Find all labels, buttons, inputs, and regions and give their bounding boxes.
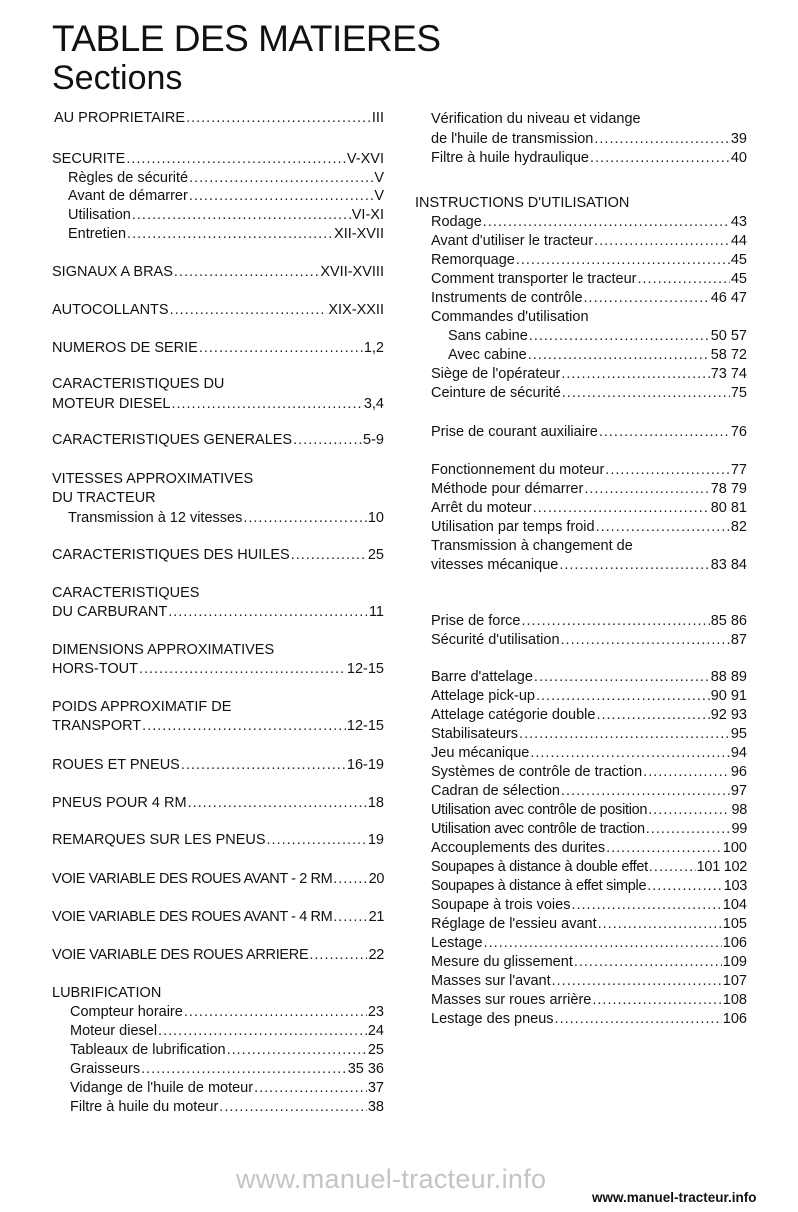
toc-entry-cadran[interactable]: Cadran de sélection ..... 97 (431, 782, 747, 800)
toc-heading-transmission: Transmission à changement de (431, 538, 633, 554)
toc-entry-glissement[interactable]: Mesure du glissement ..... 109 (431, 953, 747, 971)
toc-entry-soupapes-double[interactable]: Soupapes à distance à double effet ..... 101 102 (431, 858, 747, 876)
toc-entry-jeu[interactable]: Jeu mécanique ..... 94 (431, 744, 747, 762)
toc-entry-lestage-pneus[interactable]: Lestage des pneus ..... 106 (431, 1010, 747, 1028)
toc-entry-vidange[interactable]: Vidange de l'huile de moteur ..... 37 (70, 1079, 384, 1097)
toc-entry-transporter[interactable]: Comment transporter le tracteur ..... 45 (431, 270, 747, 288)
toc-entry-carac-generales[interactable]: CARACTERISTIQUES GENERALES ..... 5-9 (52, 431, 384, 449)
footer-url[interactable]: www.manuel-tracteur.info (592, 1190, 757, 1205)
toc-entry-stabilisateurs[interactable]: Stabilisateurs ..... 95 (431, 725, 747, 743)
toc-entry-filtre-moteur[interactable]: Filtre à huile du moteur ..... 38 (70, 1098, 384, 1116)
toc-entry-util-position[interactable]: Utilisation avec contrôle de position ..... 98 (431, 801, 747, 819)
toc-heading-carac-carburant: CARACTERISTIQUES (52, 585, 200, 601)
toc-entry-double[interactable]: Attelage catégorie double ..... 92 93 (431, 706, 747, 724)
toc-entry-barre[interactable]: Barre d'attelage ..... 88 89 (431, 668, 747, 686)
toc-heading-dimensions: DIMENSIONS APPROXIMATIVES (52, 642, 275, 658)
toc-heading-verification: Vérification du niveau et vidange (431, 111, 641, 127)
page-subtitle: Sections (52, 59, 183, 97)
toc-entry-soupape-trois[interactable]: Soupape à trois voies ..... 104 (431, 896, 747, 914)
toc-entry-masses-arriere[interactable]: Masses sur roues arrière ..... 108 (431, 991, 747, 1009)
toc-entry-utilisation[interactable]: Utilisation ..... VI-XI (68, 206, 384, 224)
toc-heading-vitesses-2: DU TRACTEUR (52, 490, 156, 506)
toc-entry-prise-force[interactable]: Prise de force ..... 85 86 (431, 612, 747, 630)
toc-entry-avec-cabine[interactable]: Avec cabine ..... 58 72 (448, 346, 747, 364)
toc-entry-poids[interactable]: TRANSPORT ..... 12-15 (52, 717, 384, 735)
toc-entry-tableaux[interactable]: Tableaux de lubrification ..... 25 (70, 1041, 384, 1059)
toc-entry-prise-auxiliaire[interactable]: Prise de courant auxiliaire ..... 76 (431, 423, 747, 441)
toc-entry-voie-arriere[interactable]: VOIE VARIABLE DES ROUES ARRIERE ..... 22 (52, 946, 384, 964)
toc-entry-carac-huiles[interactable]: CARACTERISTIQUES DES HUILES ..... 25 (52, 546, 384, 564)
toc-entry-avant-demarrer[interactable]: Avant de démarrer ..... V (68, 187, 384, 205)
toc-entry-lestage[interactable]: Lestage ..... 106 (431, 934, 747, 952)
toc-heading-lubrification: LUBRIFICATION (52, 985, 162, 1001)
toc-heading-vitesses-1: VITESSES APPROXIMATIVES (52, 471, 254, 487)
toc-entry-temps-froid[interactable]: Utilisation par temps froid ..... 82 (431, 518, 747, 536)
toc-entry-soupapes-simple[interactable]: Soupapes à distance à effet simple ..... 103 (431, 877, 747, 895)
toc-entry-avant-utiliser[interactable]: Avant d'utiliser le tracteur ..... 44 (431, 232, 747, 250)
toc-entry-pneus-4rm[interactable]: PNEUS POUR 4 RM ..... 18 (52, 794, 384, 812)
toc-entry-reglage[interactable]: Réglage de l'essieu avant ..... 105 (431, 915, 747, 933)
toc-entry-securite-utilisation[interactable]: Sécurité d'utilisation ..... 87 (431, 631, 747, 649)
toc-entry-carac-carburant[interactable]: DU CARBURANT ..... 11 (52, 603, 384, 621)
toc-entry-verification[interactable]: de l'huile de transmission ..... 39 (431, 130, 747, 148)
toc-entry-dimensions[interactable]: HORS-TOUT ..... 12-15 (52, 660, 384, 678)
toc-entry-carac-moteur[interactable]: MOTEUR DIESEL ..... 3,4 (52, 395, 384, 413)
toc-entry-methode[interactable]: Méthode pour démarrer ..... 78 79 (431, 480, 747, 498)
toc-entry-accouplements[interactable]: Accouplements des durites ..... 100 (431, 839, 747, 857)
toc-entry-compteur[interactable]: Compteur horaire ..... 23 (70, 1003, 384, 1021)
toc-entry-vitesses-mecanique[interactable]: vitesses mécanique ..... 83 84 (431, 556, 747, 574)
toc-heading-commandes: Commandes d'utilisation (431, 309, 589, 325)
toc-entry-arret[interactable]: Arrêt du moteur ..... 80 81 (431, 499, 747, 517)
toc-entry-moteur-diesel[interactable]: Moteur diesel ..... 24 (70, 1022, 384, 1040)
toc-entry-rodage[interactable]: Rodage ..... 43 (431, 213, 747, 231)
toc-entry-remorquage[interactable]: Remorquage ..... 45 (431, 251, 747, 269)
watermark: www.manuel-tracteur.info (236, 1164, 547, 1194)
toc-entry-graisseurs[interactable]: Graisseurs ..... 35 36 (70, 1060, 384, 1078)
toc-entry-fonctionnement[interactable]: Fonctionnement du moteur ..... 77 (431, 461, 747, 479)
toc-heading-carac-moteur: CARACTERISTIQUES DU (52, 376, 225, 392)
toc-entry-securite[interactable]: SECURITE ..... V-XVI (52, 150, 384, 168)
toc-entry-autocollants[interactable]: AUTOCOLLANTS ..... XIX-XXII (52, 301, 384, 319)
toc-entry-systemes[interactable]: Systèmes de contrôle de traction ..... 96 (431, 763, 747, 781)
toc-heading-instructions: INSTRUCTIONS D'UTILISATION (415, 195, 630, 211)
toc-entry-roues-pneus[interactable]: ROUES ET PNEUS ..... 16-19 (52, 756, 384, 774)
toc-entry-filtre-hydraulique[interactable]: Filtre à huile hydraulique ..... 40 (431, 149, 747, 167)
toc-heading-poids: POIDS APPROXIMATIF DE (52, 699, 232, 715)
toc-entry-instruments[interactable]: Instruments de contrôle ..... 46 47 (431, 289, 747, 307)
toc-entry-sans-cabine[interactable]: Sans cabine ..... 50 57 (448, 327, 747, 345)
toc-entry-au-proprietaire[interactable]: AU PROPRIETAIRE ..... III (54, 109, 384, 127)
toc-entry-remarques[interactable]: REMARQUES SUR LES PNEUS ..... 19 (52, 831, 384, 849)
page-title: TABLE DES MATIERES (52, 18, 441, 59)
toc-entry-pickup[interactable]: Attelage pick-up ..... 90 91 (431, 687, 747, 705)
toc-entry-util-traction[interactable]: Utilisation avec contrôle de traction ..... 99 (431, 820, 747, 838)
toc-entry-signaux[interactable]: SIGNAUX A BRAS ..... XVII-XVIII (52, 263, 384, 281)
toc-entry-voie-avant-2rm[interactable]: VOIE VARIABLE DES ROUES AVANT - 2 RM ..... 20 (52, 870, 384, 888)
toc-entry-numeros[interactable]: NUMEROS DE SERIE ..... 1,2 (52, 339, 384, 357)
toc-entry-entretien[interactable]: Entretien ..... XII-XVII (68, 225, 384, 243)
toc-entry-masses-avant[interactable]: Masses sur l'avant ..... 107 (431, 972, 747, 990)
toc-entry-siege[interactable]: Siège de l'opérateur ..... 73 74 (431, 365, 747, 383)
toc-entry-voie-avant-4rm[interactable]: VOIE VARIABLE DES ROUES AVANT - 4 RM ..... 21 (52, 908, 384, 926)
toc-entry-ceinture[interactable]: Ceinture de sécurité ..... 75 (431, 384, 747, 402)
toc-entry-transmission-12[interactable]: Transmission à 12 vitesses ..... 10 (68, 509, 384, 527)
toc-entry-regles[interactable]: Règles de sécurité ..... V (68, 169, 384, 187)
